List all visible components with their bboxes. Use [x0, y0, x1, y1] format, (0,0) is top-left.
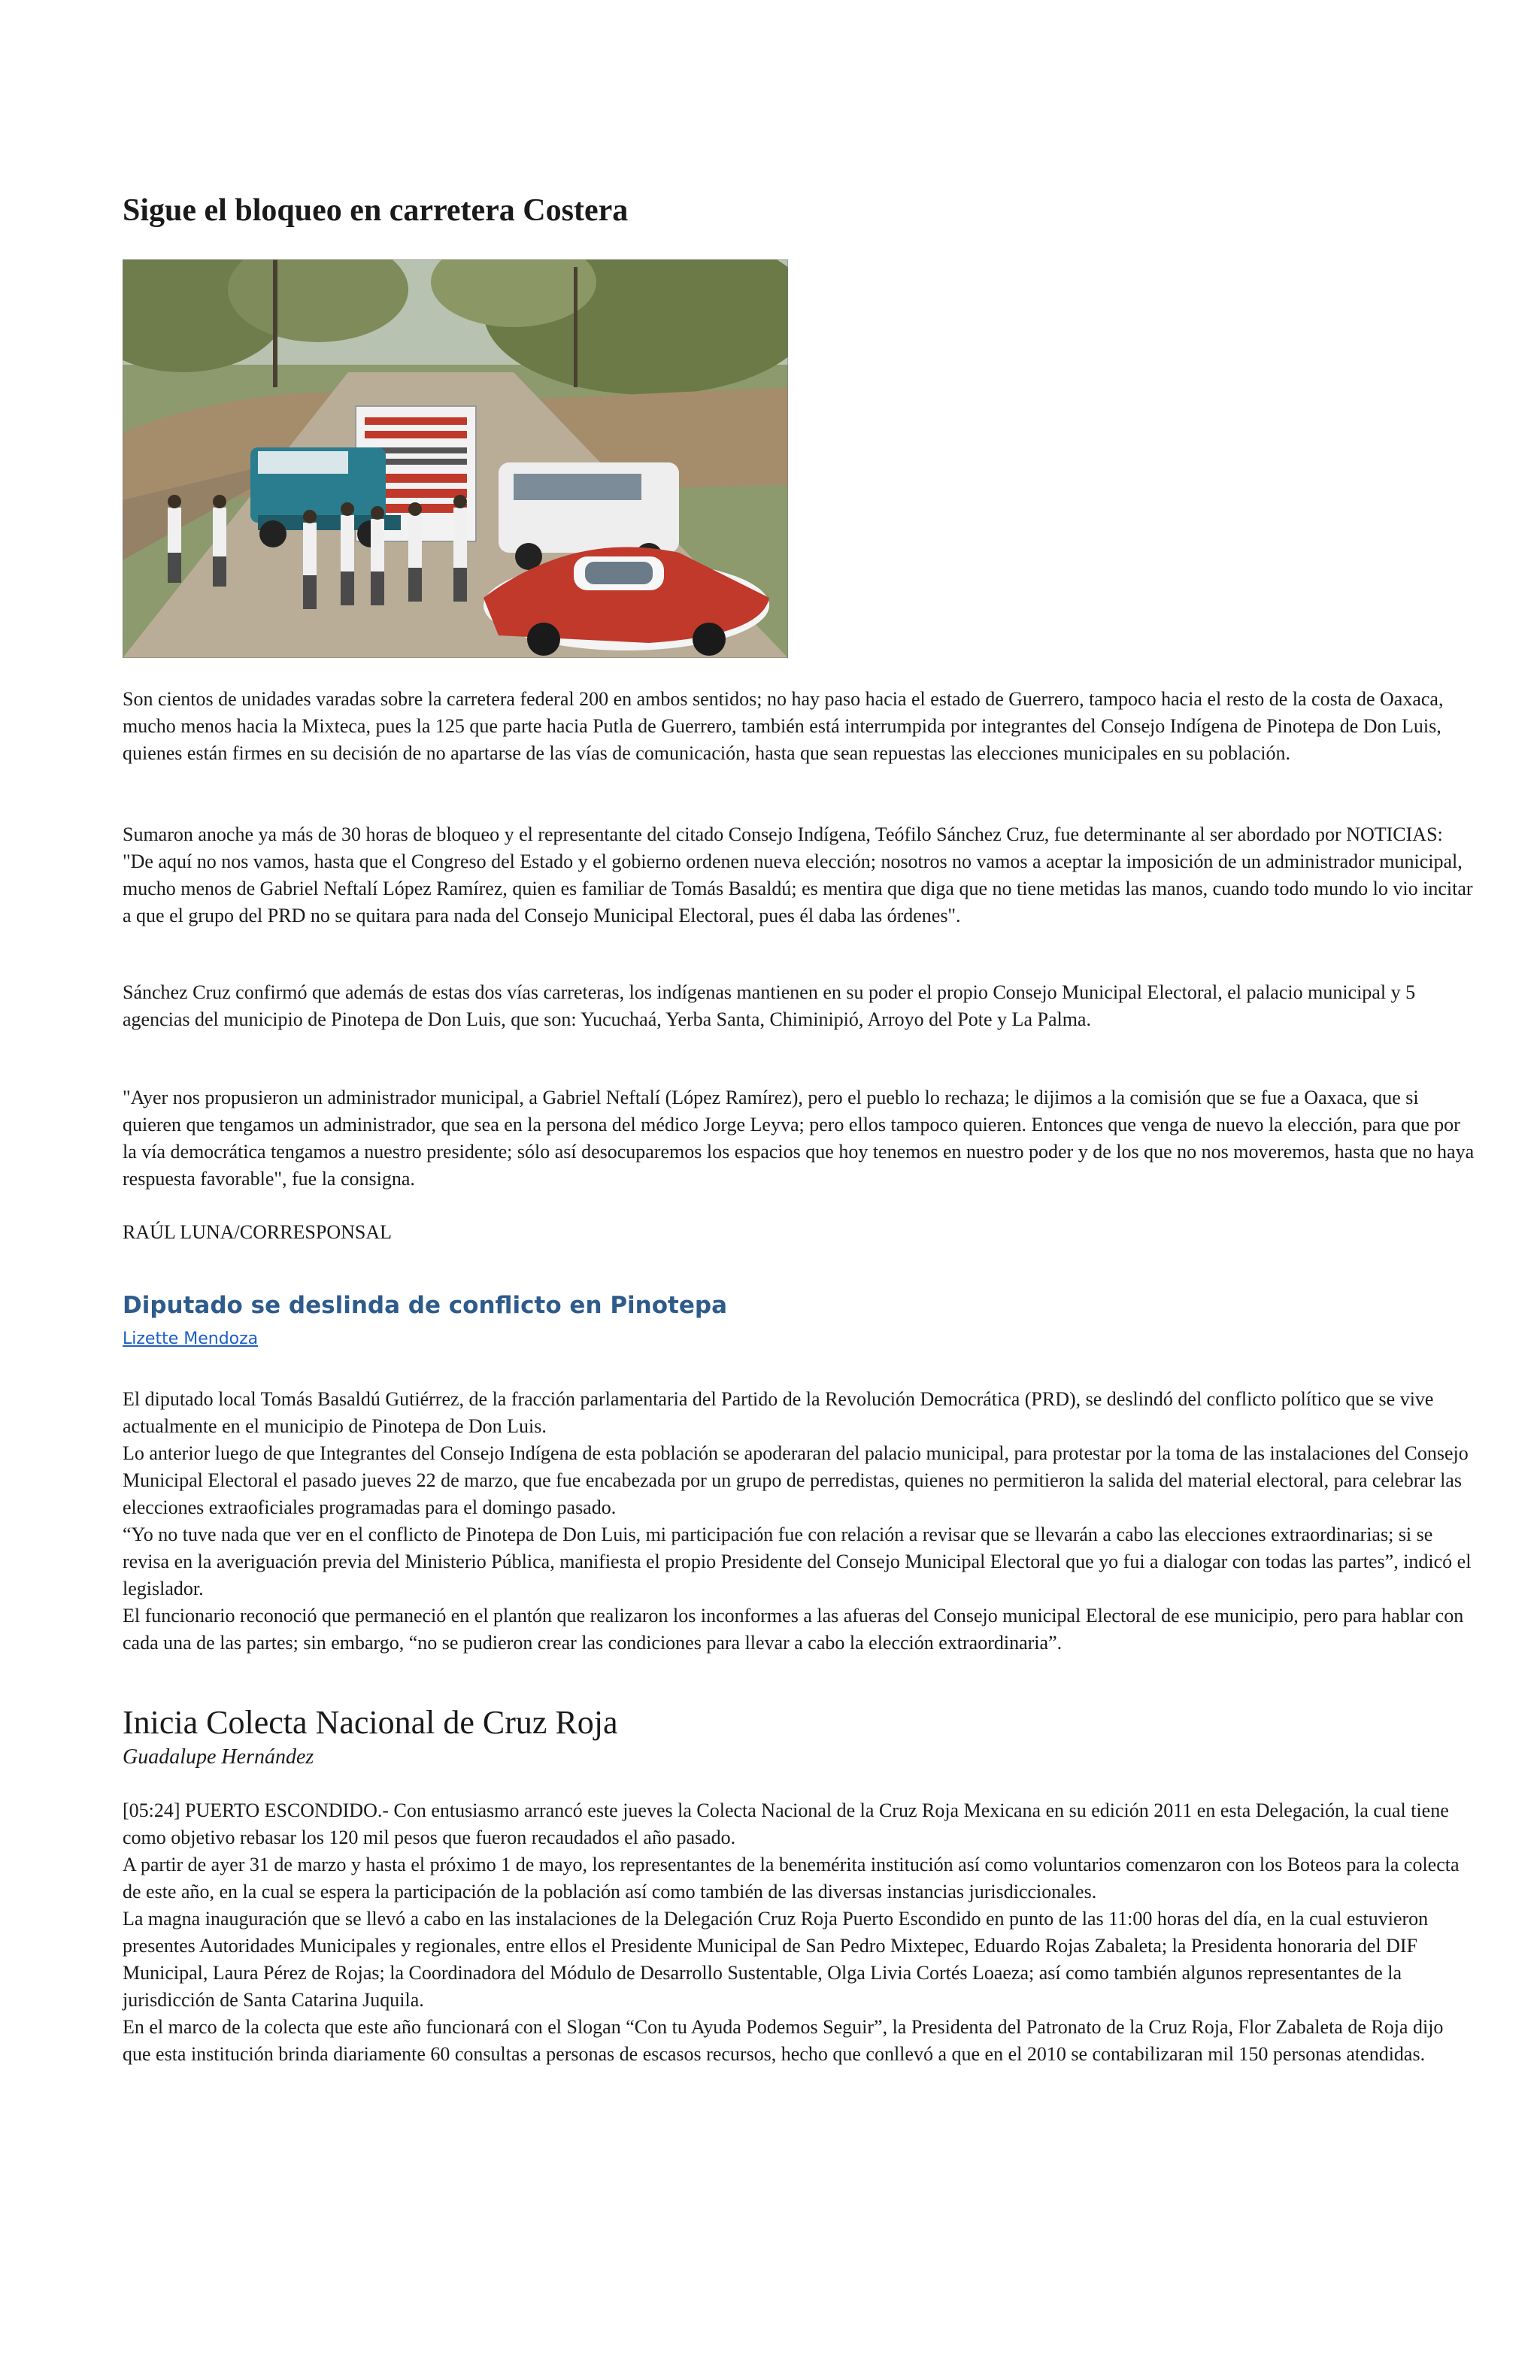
- article-title-bloqueo: Sigue el bloqueo en carretera Costera: [123, 193, 629, 228]
- article-title-diputado: Diputado se deslinda de conflicto en Pinotepa: [123, 1292, 727, 1319]
- article2-paragraph: Lo anterior luego de que Integrantes del Consejo Indígena de esta población se apoderaran del palacio municipal, para protestar por la toma de las instalaciones del Consejo Municipal Electoral el pasado jueves 22 de marzo, que fue encabezada por un grupo de perredistas, quienes no permitieron la salida del material electoral, para celebrar las elecciones extraoficiales programadas para el domingo pasado.: [123, 1442, 1469, 1518]
- author-byline-guadalupe-hernandez: Guadalupe Hernández: [123, 1745, 314, 1769]
- article3-paragraph: En el marco de la colecta que este año funcionará con el Slogan “Con tu Ayuda Podemos Seguir”, la Presidenta del Patronato de la Cruz Roja, Flor Zabaleta de Roja dijo que esta institución brinda diariamente 60 consultas a personas de escasos recursos, hecho que conllevó a que en el 2010 se contabilizaran mil 150 personas atendidas.: [123, 2016, 1444, 2065]
- article2-paragraph: El diputado local Tomás Basaldú Gutiérrez, de la fracción parlamentaria del Partido de la Revolución Democrática (PRD), se deslindó del conflicto político que se vive actualmente en el municipio de Pinotepa de Don Luis.: [123, 1388, 1434, 1437]
- article1-paragraph-4: "Ayer nos propusieron un administrador municipal, a Gabriel Neftalí (López Ramírez), pero el pueblo lo rechaza; le dijimos a la comisión que se fue a Oaxaca, que si quieren que tengamos un administrador, que sea en la persona del médico Jorge Leyva; pero ellos tampoco quieren. Entonces que venga de nuevo la elección, para que por la vía democrática tengamos a nuestro presidente; sólo así desocuparemos los espacios que hoy tenemos en nuestro poder y de los que no nos moveremos, hasta que no haya respuesta favorable", fue la consigna.: [123, 1087, 1475, 1190]
- article2-body: [123, 1386, 1476, 1657]
- article3-body: [123, 1797, 1476, 2068]
- article2-paragraph: El funcionario reconoció que permaneció en el plantón que realizaron los inconformes a las afueras del Consejo municipal Electoral de ese municipio, pero para hablar con cada una de las partes; sin embargo, “no se pudieron crear las condiciones para llevar a cabo la elección extraordinaria”.: [123, 1605, 1464, 1654]
- article1-paragraph-1: Son cientos de unidades varadas sobre la carretera federal 200 en ambos sentidos; no hay paso hacia el estado de Guerrero, tampoco hacia el resto de la costa de Oaxaca, mucho menos hacia la Mixteca, pues la 125 que parte hacia Putla de Guerrero, también está interrumpida por integrantes del Consejo Indígena de Pinotepa de Don Luis, quienes están firmes en su decisión de no apartarse de las vías de comunicación, hasta que sean repuestas las elecciones municipales en su población.: [123, 688, 1444, 764]
- article1-paragraph-2: Sumaron anoche ya más de 30 horas de bloqueo y el representante del citado Consejo Indígena, Teófilo Sánchez Cruz, fue determinante al ser abordado por NOTICIAS: "De aquí no nos vamos, hasta que el Congreso del Estado y el gobierno ordenen nueva elección; nosotros no vamos a aceptar la imposición de un administrador municipal, mucho menos de Gabriel Neftalí López Ramírez, quien es familiar de Tomás Basaldú; es mentira que diga que no tiene metidas las manos, cuando todo mundo lo vio incitar a que el grupo del PRD no se quitara para nada del Consejo Municipal Electoral, pues él daba las órdenes".: [123, 823, 1473, 926]
- article1-signature: RAÚL LUNA/CORRESPONSAL: [123, 1221, 393, 1243]
- blockade-photo: [123, 259, 788, 658]
- article-title-cruz-roja: Inicia Colecta Nacional de Cruz Roja: [123, 1704, 618, 1741]
- author-link-lizette-mendoza[interactable]: Lizette Mendoza: [123, 1329, 259, 1348]
- article3-paragraph: La magna inauguración que se llevó a cabo en las instalaciones de la Delegación Cruz Roja Puerto Escondido en punto de las 11:00 horas del día, en la cual estuvieron presentes Autoridades Municipales y regionales, entre ellos el Presidente Municipal de San Pedro Mixtepec, Eduardo Rojas Zabaleta; la Presidenta honoraria del DIF Municipal, Laura Pérez de Rojas; la Coordinadora del Módulo de Desarrollo Sustentable, Olga Livia Cortés Loaeza; así como también algunos representantes de la jurisdicción de Santa Catarina Juquila.: [123, 1908, 1429, 2011]
- article1-paragraph-3: Sánchez Cruz confirmó que además de estas dos vías carreteras, los indígenas mantienen en su poder el propio Consejo Municipal Electoral, el palacio municipal y 5 agencias del municipio de Pinotepa de Don Luis, que son: Yucuchaá, Yerba Santa, Chiminipió, Arroyo del Pote y La Palma.: [123, 981, 1416, 1030]
- article3-paragraph: [05:24] PUERTO ESCONDIDO.- Con entusiasmo arrancó este jueves la Colecta Nacional de la Cruz Roja Mexicana en su edición 2011 en esta Delegación, la cual tiene como objetivo rebasar los 120 mil pesos que fueron recaudados el año pasado.: [123, 1799, 1449, 1848]
- article3-paragraph: A partir de ayer 31 de marzo y hasta el próximo 1 de mayo, los representantes de la benemérita institución así como voluntarios comenzaron con los Boteos para la colecta de este año, en la cual se espera la participación de la población así como también de las diversas instancias jurisdiccionales.: [123, 1854, 1460, 1902]
- article2-paragraph: “Yo no tuve nada que ver en el conflicto de Pinotepa de Don Luis, mi participación fue con relación a revisar que se llevarán a cabo las elecciones extraordinarias; si se revisa en la averiguación previa del Ministerio Pública, manifiesta el propio Presidente del Consejo Municipal Electoral que yo fui a dialogar con todas las partes”, indicó el legislador.: [123, 1524, 1472, 1599]
